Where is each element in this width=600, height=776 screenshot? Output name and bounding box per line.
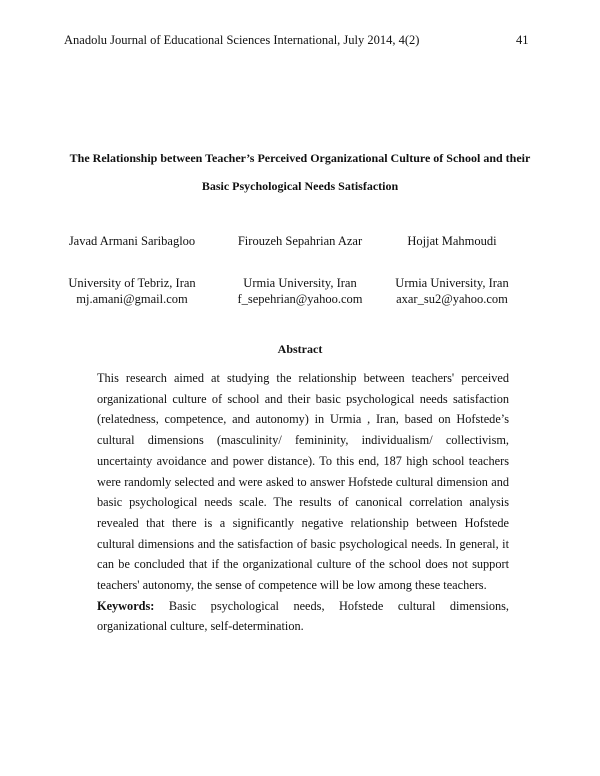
author-1-email: mj.amani@gmail.com (76, 292, 188, 306)
author-2-affiliation: Urmia University, Iran (243, 276, 357, 290)
abstract-heading: Abstract (277, 342, 323, 356)
paper-title-line-2: Basic Psychological Needs Satisfaction (201, 179, 399, 193)
author-1-affiliation: University of Tebriz, Iran (68, 276, 196, 290)
author-3-affiliation: Urmia University, Iran (395, 276, 509, 290)
author-3-email: axar_su2@yahoo.com (396, 292, 508, 306)
author-1-name: Javad Armani Saribagloo (68, 234, 196, 248)
running-head: Anadolu Journal of Educational Sciences International, July 2014, 4(2) (64, 33, 420, 47)
author-2-name: Firouzeh Sepahrian Azar (237, 234, 363, 248)
abstract-text: This research aimed at studying the relationship between teachers' perceived organizational culture of school and their basic psychological needs satisfaction (relatedness, competence, and autonomy) in Urmia , Iran, based on Hofstede’s cultural dimensions (masculinity/ femininity, individualism/ collectivism, uncertainty avoidance and power distance). To this end, 187 high school teachers were randomly selected and were asked to answer Hofstede cultural dimension and basic psychological needs scale. The results of canonical correlation analysis revealed that there is a significantly negative relationship between Hofstede cultural dimensions and the satisfaction of basic psychological needs. In general, it can be concluded that if the organizational culture of the school does not support teachers' autonomy, the sense of competence will be low among these teachers. (97, 371, 509, 593)
author-1-info (52, 275, 212, 307)
author-3-name: Hojjat Mahmoudi (407, 234, 497, 248)
page-number: 41 (516, 33, 529, 47)
keywords-text: Basic psychological needs, Hofstede cultural dimensions, organizational culture, self-determination. (97, 598, 509, 634)
author-2-email: f_sepehrian@yahoo.com (237, 292, 363, 306)
abstract-body (97, 368, 509, 637)
author-2-info (220, 275, 380, 307)
author-3-info (372, 275, 532, 307)
keywords-line (97, 596, 509, 637)
keywords-label: Keywords: (97, 598, 155, 613)
paper-title-line-1: The Relationship between Teacher’s Perceived Organizational Culture of School and their (69, 151, 531, 165)
